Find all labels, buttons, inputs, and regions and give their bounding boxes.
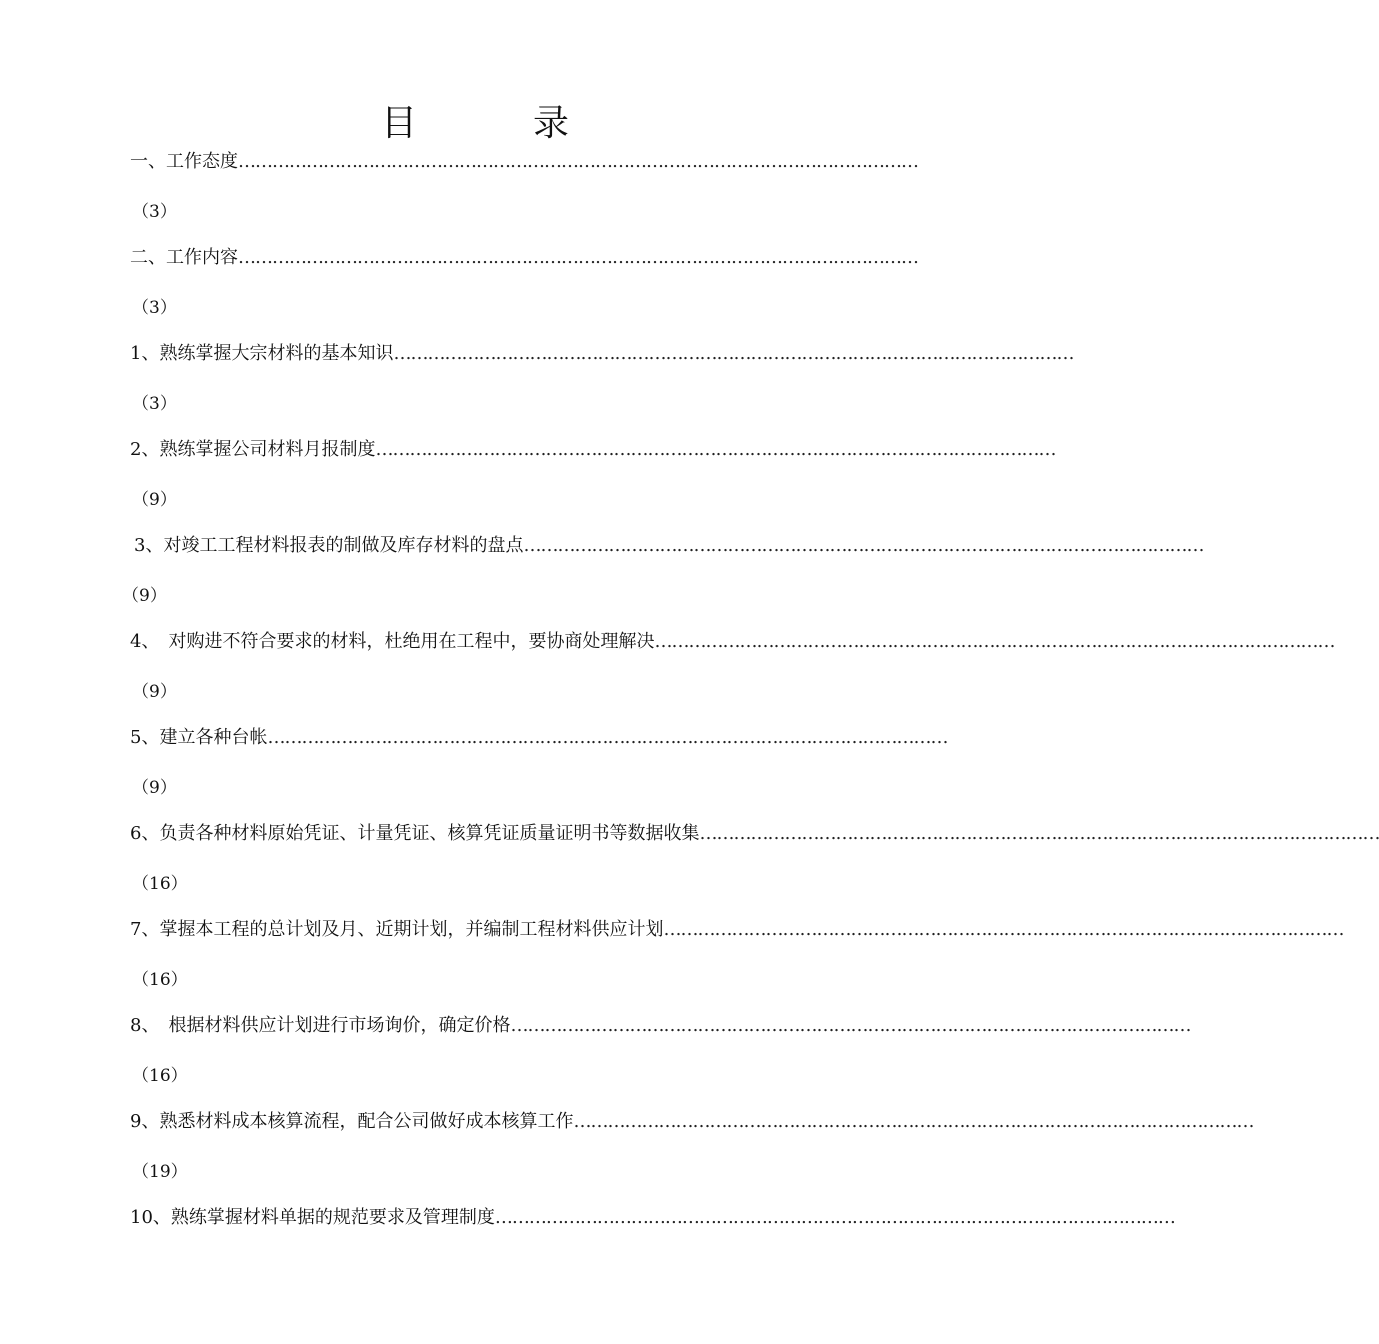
toc-entry-text: 7、掌握本工程的总计划及月、近期计划，并编制工程材料供应计划 — [130, 919, 664, 940]
toc-entry — [130, 342, 1074, 366]
toc-entry-page: （9） — [132, 778, 177, 798]
toc-entry-page: （16） — [132, 970, 188, 990]
dot-leader: ………………………………………………………………………………………………………… — [510, 1015, 1191, 1036]
toc-entry — [130, 822, 1379, 846]
toc-entry-text: 8、 根据材料供应计划进行市场询价，确定价格 — [130, 1015, 511, 1036]
toc-entry-page: （9） — [122, 586, 167, 606]
dot-leader: ………………………………………………………………………………………………………… — [523, 535, 1204, 556]
toc-entry — [134, 534, 1204, 558]
toc-entry-text: 6、负责各种材料原始凭证、计量凭证、核算凭证质量证明书等数据收集 — [130, 823, 700, 844]
dot-leader: ………………………………………………………………………………………………………… — [238, 151, 918, 172]
toc-entry-page: （3） — [132, 298, 177, 318]
toc-entry — [130, 1110, 1254, 1134]
dot-leader: ………………………………………………………………………………………………………… — [238, 247, 918, 268]
toc-entry — [130, 438, 1056, 462]
toc-entry-text: 一、工作态度 — [130, 151, 238, 172]
toc-entry — [130, 1206, 1175, 1230]
dot-leader: ………………………………………………………………………………………………………… — [393, 343, 1074, 364]
toc-entry-page: （16） — [132, 1066, 188, 1086]
toc-entry-page: （16） — [132, 874, 188, 894]
toc-entry — [130, 1014, 1191, 1038]
toc-entry-text: 二、工作内容 — [130, 247, 238, 268]
dot-leader: ………………………………………………………………………………………………………… — [267, 727, 948, 748]
toc-entry — [130, 918, 1344, 942]
dot-leader: ………………………………………………………………………………………………………… — [375, 439, 1056, 460]
toc-entry-text: 2、熟练掌握公司材料月报制度 — [130, 439, 376, 460]
toc-entry-text: 9、熟悉材料成本核算流程，配合公司做好成本核算工作 — [130, 1111, 574, 1132]
toc-entry — [130, 630, 1335, 654]
dot-leader: ………………………………………………………………………………………………………… — [654, 631, 1335, 652]
toc-title: 目 录 — [380, 103, 609, 144]
dot-leader: ………………………………………………………………………………………………………… — [663, 919, 1344, 940]
toc-entry-page: （3） — [132, 202, 177, 222]
toc-entry-text: 1、熟练掌握大宗材料的基本知识 — [130, 343, 394, 364]
toc-entry-text: 4、 对购进不符合要求的材料，杜绝用在工程中，要协商处理解决 — [130, 631, 655, 652]
dot-leader: ………………………………………………………………………………………………………… — [573, 1111, 1254, 1132]
toc-entry-page: （9） — [132, 682, 177, 702]
toc-entry — [130, 726, 948, 750]
toc-entry — [130, 246, 918, 270]
toc-entry-page: （3） — [132, 394, 177, 414]
dot-leader: ………………………………………………………………………………………………………… — [494, 1207, 1175, 1228]
toc-entry-text: 3、对竣工工程材料报表的制做及库存材料的盘点 — [134, 535, 524, 556]
toc-entry-page: （9） — [132, 490, 177, 510]
toc-entry-text: 10、熟练掌握材料单据的规范要求及管理制度 — [130, 1207, 495, 1228]
dot-leader: ………………………………………………………………………………………………………… — [699, 823, 1379, 844]
toc-entry — [130, 150, 918, 174]
toc-entry-page: （19） — [132, 1162, 188, 1182]
toc-entry-text: 5、建立各种台帐 — [130, 727, 268, 748]
